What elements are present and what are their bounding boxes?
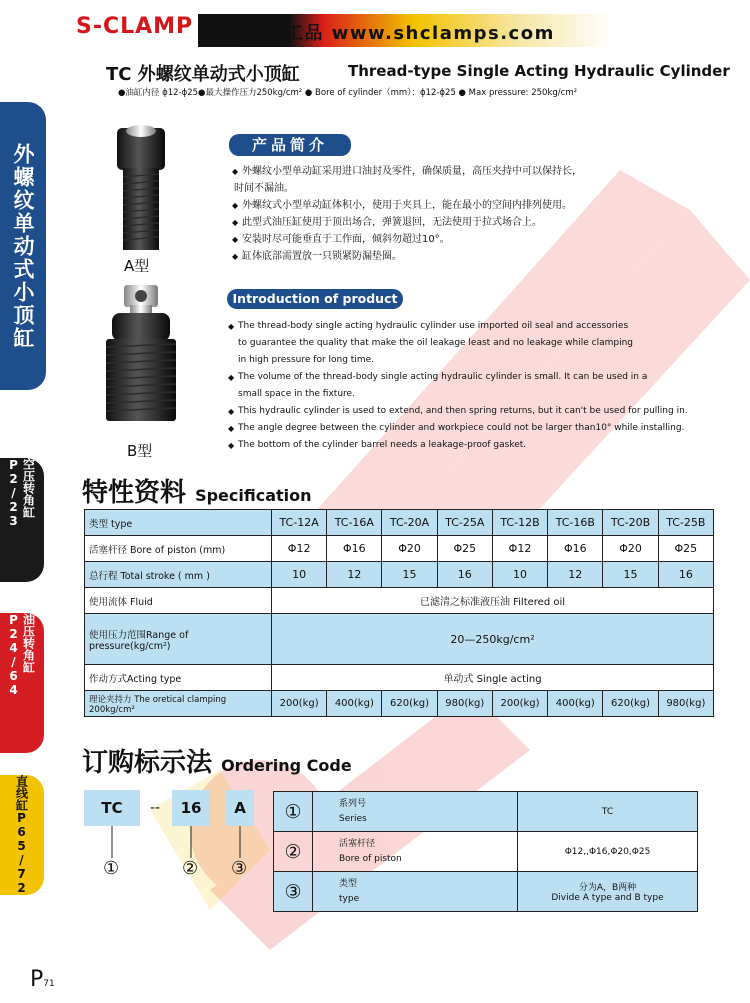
ordering-title-cn: 订购标示法 — [82, 748, 213, 778]
table-cell: 已滤清之标准液压油 Filtered oil — [272, 588, 714, 614]
row-label: 活塞杆径 Bore of piston — [313, 832, 518, 872]
list-item: ◆ The thread-body single acting hydraulic cylinder use imported oil seal and accessories — [228, 318, 708, 335]
page-subtitle: ●油缸内径 ϕ12-ϕ25●最大操作压力250kg/cm² ● Bore of cylinder（mm）：ϕ12-ϕ25 ● Max pressure: 250kg/cm² — [118, 88, 578, 98]
list-item: ◆ The volume of the thread-body single acting hydraulic cylinder is small. It can be used in a — [228, 369, 708, 386]
table-cell: 10 — [492, 562, 547, 588]
table-cell: 16 — [658, 562, 713, 588]
table-cell: 400(kg) — [327, 691, 382, 717]
table-cell: Φ25 — [658, 536, 713, 562]
code-marker-3: ③ — [231, 858, 248, 879]
table-cell: TC-12A — [272, 510, 327, 536]
side-tab-current: 外螺纹单动式小顶缸 — [0, 102, 46, 390]
intro-cn-list — [232, 163, 632, 265]
table-row — [85, 665, 714, 691]
list-item-continuation: 时间不漏油。 — [234, 183, 294, 194]
table-row — [85, 614, 714, 665]
list-item: ◆ This hydraulic cylinder is used to extend, and then spring returns, but it can't be used for pulling in. — [228, 403, 708, 420]
table-cell: 15 — [382, 562, 437, 588]
table-row — [85, 588, 714, 614]
row-label: 系列号 Series — [313, 792, 518, 832]
row-label: 活塞杆径 Bore of piston (mm) — [85, 536, 272, 562]
list-item: ◆ 缸体底部需置放一只锁紧防漏垫圈。 — [232, 248, 632, 265]
list-item: ◆ 外螺纹式小型单动缸体积小，使用于夹具上，能在最小的空间内排列使用。 — [232, 197, 632, 214]
list-item: ◆ 安装时尽可能垂直于工作面，倾斜勿超过10°。 — [232, 231, 632, 248]
side-tab-linear[interactable]: 直线缸P65/72 — [0, 775, 44, 895]
table-cell: 200(kg) — [492, 691, 547, 717]
intro-en-heading: Introduction of product — [227, 289, 403, 309]
table-cell: 200(kg) — [272, 691, 327, 717]
table-row — [274, 832, 698, 872]
table-cell: 980(kg) — [658, 691, 713, 717]
side-tab-air-rotary[interactable]: 空压转角缸P2/23 — [0, 458, 44, 582]
list-item: ◆ 此型式油压缸使用于顶出场合，弹簧退回，无法使用于拉式场合上。 — [232, 214, 632, 231]
spec-title-en: Specification — [195, 486, 312, 505]
row-value: 分为A，B两种 Divide A type and B type — [518, 872, 698, 912]
table-row — [85, 562, 714, 588]
row-number: ③ — [274, 872, 313, 912]
table-row — [85, 536, 714, 562]
table-cell: 单动式 Single acting — [272, 665, 714, 691]
intro-cn-heading: 产品简介 — [229, 134, 351, 156]
table-cell: 620(kg) — [603, 691, 658, 717]
table-cell: TC-20A — [382, 510, 437, 536]
row-label: 理论夹持力 The oretical clamping 200kg/cm² — [85, 691, 272, 717]
table-cell: Φ20 — [382, 536, 437, 562]
spec-title — [82, 472, 312, 509]
spec-table — [84, 509, 714, 717]
list-item-continuation: small space in the fixture. — [238, 389, 355, 399]
code-marker-2: ② — [182, 858, 199, 879]
cylinder-a-image — [103, 122, 179, 254]
side-tab-oil-rotary[interactable]: 油压转角缸P24/64 — [0, 613, 44, 753]
list-item-continuation: in high pressure for long time. — [238, 355, 374, 365]
brand-logo: S-CLAMP — [76, 14, 194, 39]
row-label: 使用压力范围Range of pressure(kg/cm²) — [85, 614, 272, 665]
table-cell: TC-12B — [492, 510, 547, 536]
spec-title-cn: 特性资料 — [82, 478, 187, 508]
code-part-bore: 16 — [172, 790, 210, 826]
table-cell: TC-16B — [548, 510, 603, 536]
row-label: 类型 type — [85, 510, 272, 536]
page-title-en: Thread-type Single Acting Hydraulic Cylinder — [348, 62, 730, 80]
table-cell: Φ12 — [272, 536, 327, 562]
table-cell: 20—250kg/cm² — [272, 614, 714, 665]
table-cell: Φ25 — [437, 536, 492, 562]
table-row — [85, 510, 714, 536]
row-label: 使用流体 Fluid — [85, 588, 272, 614]
ordering-title-en: Ordering Code — [221, 756, 352, 775]
intro-en-list — [228, 318, 708, 454]
table-cell: 12 — [327, 562, 382, 588]
table-cell: TC-20B — [603, 510, 658, 536]
row-label: 作动方式Acting type — [85, 665, 272, 691]
row-number: ② — [274, 832, 313, 872]
code-marker-1: ① — [103, 858, 120, 879]
page-title-cn: TC 外螺纹单动式小顶缸 — [106, 64, 300, 85]
header-banner-text: 宾赛工品 www.shclamps.com — [246, 23, 555, 44]
table-cell: 10 — [272, 562, 327, 588]
table-row — [85, 691, 714, 717]
row-value: TC — [518, 792, 698, 832]
table-cell: Φ16 — [548, 536, 603, 562]
product-b-label: B型 — [127, 442, 153, 460]
table-cell: Φ20 — [603, 536, 658, 562]
list-item-continuation: to guarantee the quality that make the oil leakage least and no leakage while clamping — [238, 338, 633, 348]
table-row — [274, 872, 698, 912]
row-label: 类型 type — [313, 872, 518, 912]
product-a-label: A型 — [124, 257, 150, 275]
table-cell: TC-25B — [658, 510, 713, 536]
table-cell: 400(kg) — [548, 691, 603, 717]
table-cell: Φ16 — [327, 536, 382, 562]
page-number: P71 — [30, 967, 55, 992]
cylinder-b-image — [96, 283, 186, 425]
list-item: ◆ The angle degree between the cylinder and workpiece could not be larger than10° while installing. — [228, 420, 708, 437]
table-cell: 12 — [548, 562, 603, 588]
table-cell: 620(kg) — [382, 691, 437, 717]
code-separator: -- — [150, 800, 161, 816]
row-value: Φ12,,Φ16,Φ20,Φ25 — [518, 832, 698, 872]
row-number: ① — [274, 792, 313, 832]
table-row — [274, 792, 698, 832]
code-part-series: TC — [84, 790, 140, 826]
code-part-type: A — [226, 790, 254, 826]
table-cell: 16 — [437, 562, 492, 588]
ordering-title — [82, 742, 352, 779]
table-cell: TC-25A — [437, 510, 492, 536]
table-cell: 980(kg) — [437, 691, 492, 717]
row-label: 总行程 Total stroke ( mm ) — [85, 562, 272, 588]
list-item: ◆ The bottom of the cylinder barrel needs a leakage-proof gasket. — [228, 437, 708, 454]
table-cell: Φ12 — [492, 536, 547, 562]
table-cell: TC-16A — [327, 510, 382, 536]
table-cell: 15 — [603, 562, 658, 588]
list-item: ◆ 外螺纹小型单动缸采用进口油封及零件，确保质量，高压夹持中可以保持长， — [232, 163, 632, 180]
ordering-table — [273, 791, 698, 912]
